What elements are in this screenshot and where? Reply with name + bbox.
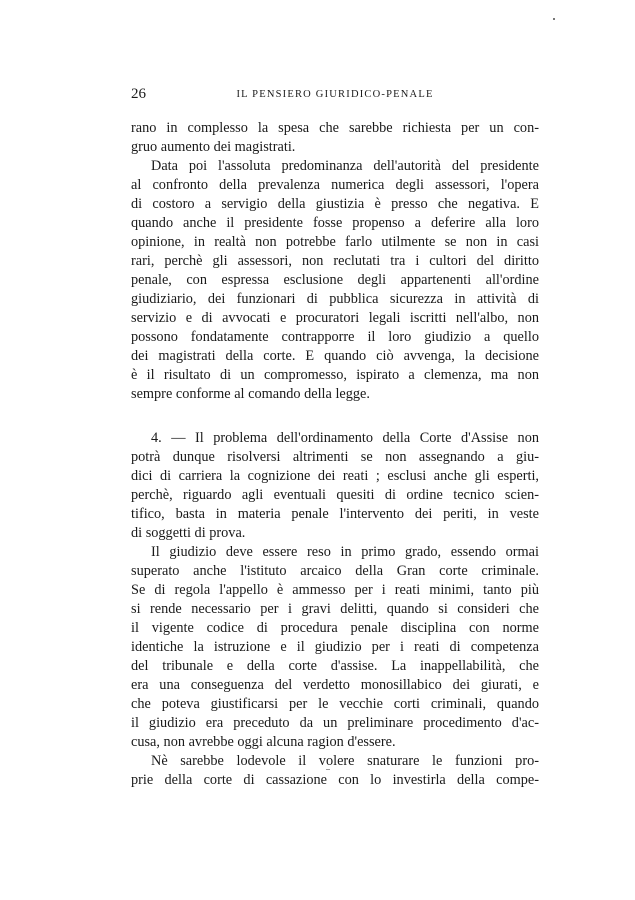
running-head: IL PENSIERO GIURIDICO-PENALE: [236, 89, 434, 100]
text-line: servizio e di avvocati e procuratori legali iscritti nell'albo, non: [131, 310, 539, 326]
text-line: potrà dunque risolversi altrimenti se non assegnando a giu-: [131, 449, 539, 465]
text-line: al confronto della prevalenza numerica degli assessori, l'opera: [131, 177, 539, 193]
text-line: possono fondatamente contrapporre il loro giudizio a quello: [131, 329, 539, 345]
text-line: identiche la istruzione e il giudizio per i reati di competenza: [131, 639, 539, 655]
page-header: [131, 86, 539, 104]
text-line: il giudizio era preceduto da un preliminare procedimento d'ac-: [131, 715, 539, 731]
text-line: era una conseguenza del verdetto monosillabico dei giurati, e: [131, 677, 539, 693]
text-line: Se di regola l'appello è ammesso per i reati minimi, tanto più: [131, 582, 539, 598]
text-line: penale, con espressa esclusione degli appartenenti all'ordine: [131, 272, 539, 288]
text-line: di costoro a servigio della giustizia è presso che negativa. E: [131, 196, 539, 212]
text-line: sempre conforme al comando della legge.: [131, 386, 370, 402]
text-line: è il risultato di un compromesso, ispirato a clemenza, ma non: [131, 367, 539, 383]
text-line: cusa, non avrebbe oggi alcuna ragion d'essere.: [131, 734, 396, 750]
text-line: perchè, riguardo agli eventuali quesiti di ordine tecnico scien-: [131, 487, 539, 503]
scan-speck: [553, 18, 555, 20]
text-line: quando anche il presidente fosse propenso a deferire alla loro: [131, 215, 539, 231]
text-line: si rende necessario per i gravi delitti, quando si consideri che: [131, 601, 539, 617]
text-line: Data poi l'assoluta predominanza dell'autorità del presidente: [151, 158, 539, 174]
text-line: gruo aumento dei magistrati.: [131, 139, 296, 155]
text-line: dici di carriera la cognizione dei reati ; esclusi anche gli esperti,: [131, 468, 539, 484]
text-line: dei magistrati della corte. E quando ciò avvenga, la decisione: [131, 348, 539, 364]
text-line: rari, perchè gli assessori, non reclutati tra i cultori del diritto: [131, 253, 539, 269]
section-heading-line: 4. — Il problema dell'ordinamento della Corte d'Assise non: [151, 430, 539, 446]
text-line: di soggetti di prova.: [131, 525, 246, 541]
text-line: opinione, in realtà non potrebbe farlo utilmente se non in casi: [131, 234, 539, 250]
text-line: tifico, basta in materia penale l'intervento dei periti, in veste: [131, 506, 539, 522]
text-line: giudiziario, dei funzionari di pubblica sicurezza in attività di: [131, 291, 539, 307]
text-line: rano in complesso la spesa che sarebbe richiesta per un con-: [131, 120, 539, 136]
text-line: prie della corte di cassazione con lo investirla della compe-: [131, 772, 539, 788]
text-line: del tribunale e della corte d'assise. La inappellabilità, che: [131, 658, 539, 674]
text-line: Nè sarebbe lodevole il volere snaturare le funzioni pro-: [151, 753, 539, 769]
text-line: Il giudizio deve essere reso in primo grado, essendo ormai: [151, 544, 539, 560]
text-line: il vigente codice di procedura penale disciplina con norme: [131, 620, 539, 636]
text-line: che poteva giustificarsi per le vecchie corti criminali, quando: [131, 696, 539, 712]
text-line: superato anche l'istituto arcaico della Gran corte criminale.: [131, 563, 539, 579]
page-number: 26: [131, 86, 146, 102]
